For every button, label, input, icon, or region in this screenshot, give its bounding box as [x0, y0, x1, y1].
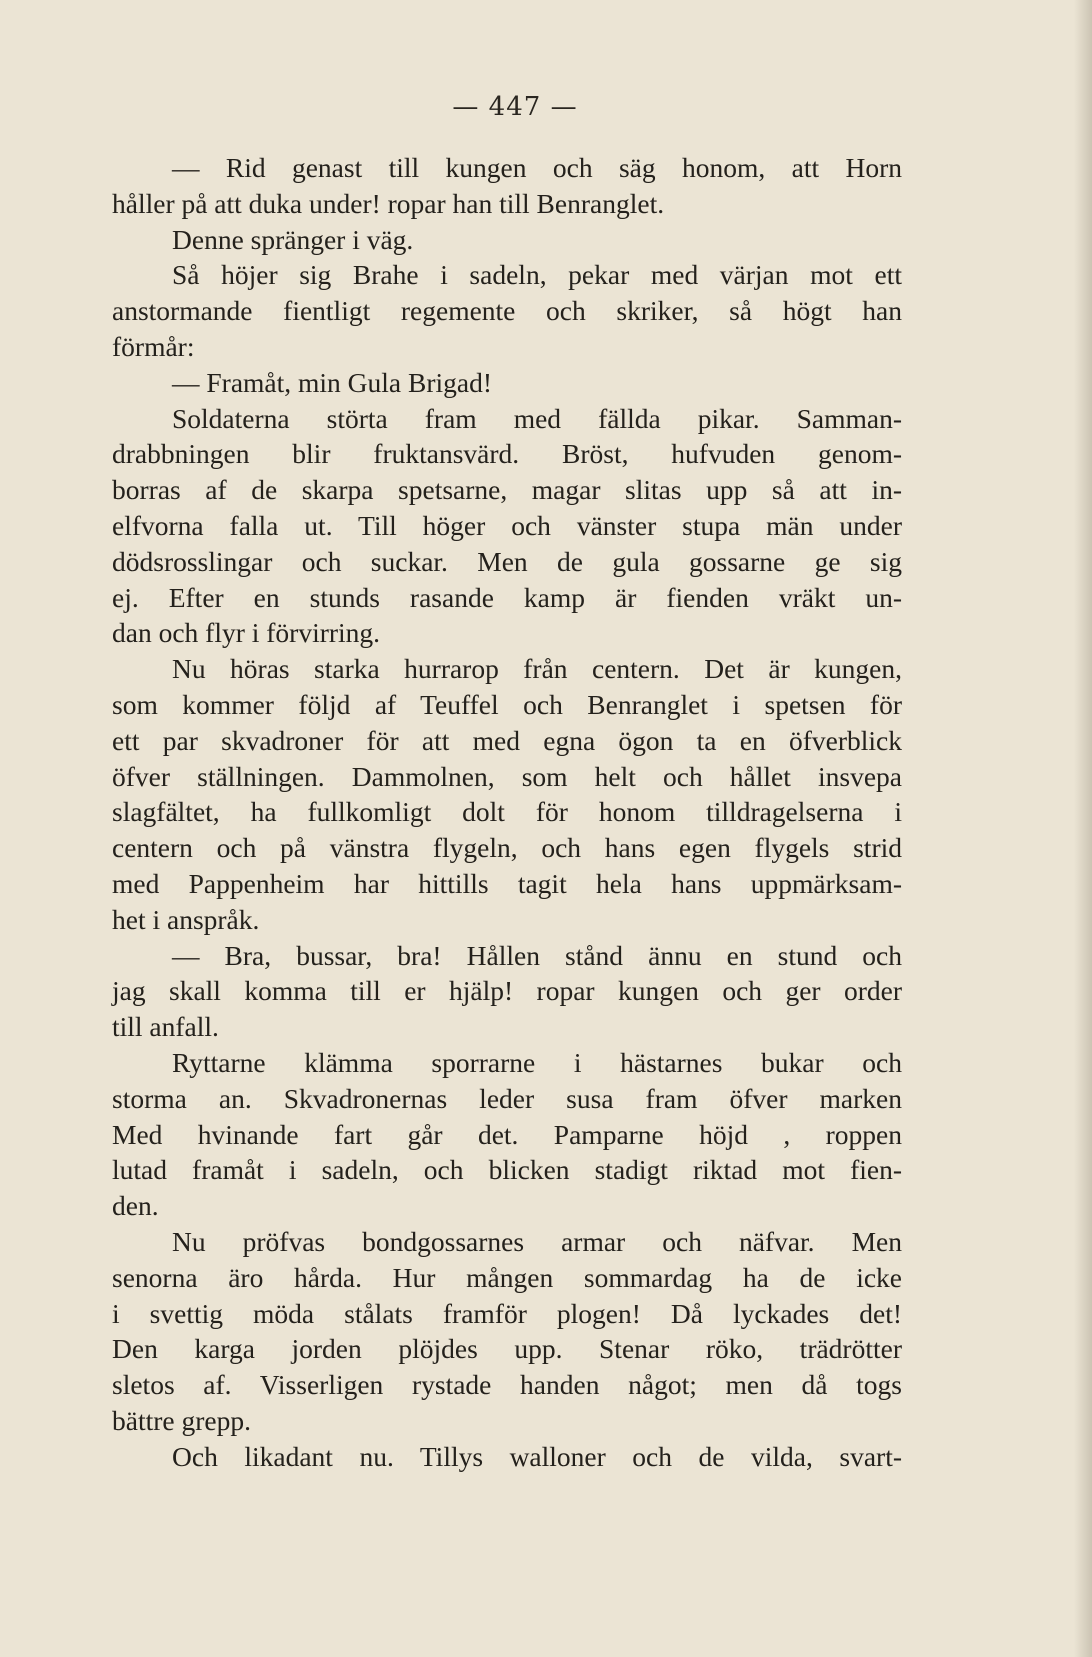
text-line: dödsrosslingar och suckar. Men de gula gossarne ge sig: [112, 545, 902, 577]
text-line: storma an. Skvadronernas leder susa fram öfver marken: [112, 1082, 902, 1114]
text-line: Med hvinande fart går det. Pamparne höjd , roppen: [112, 1118, 902, 1150]
body-text: [112, 150, 902, 1474]
text-line: — Rid genast till kungen och säg honom, att Horn: [172, 152, 902, 183]
text-line: elfvorna falla ut. Till höger och vänster stupa män under: [112, 509, 902, 541]
text-line: Nu pröfvas bondgossarnes armar och näfvar. Men: [172, 1225, 902, 1257]
text-line: öfver ställningen. Dammolnen, som helt och hållet insvepa: [112, 760, 902, 792]
text-line: den.: [112, 1190, 159, 1222]
text-line: — Framåt, min Gula Brigad!: [172, 366, 493, 398]
text-line: som kommer följd af Teuffel och Benranglet i spetsen för: [112, 688, 902, 720]
text-line: slagfältet, ha fullkomligt dolt för honom tilldragelserna i: [112, 796, 902, 828]
text-line: till anfall.: [112, 1011, 219, 1043]
text-line: Ryttarne klämma sporrarne i hästarnes bukar och: [172, 1046, 902, 1078]
text-line: Och likadant nu. Tillys walloner och de vilda, svart-: [172, 1440, 902, 1472]
text-line: Denne spränger i väg.: [172, 223, 414, 255]
text-line: — Bra, bussar, bra! Hållen stånd ännu en stund och: [172, 939, 902, 971]
text-line: med Pappenheim har hittills tagit hela hans uppmärksam-: [112, 867, 902, 899]
text-line: förmår:: [112, 330, 195, 362]
text-line: het i anspråk.: [112, 903, 260, 935]
text-line: Så höjer sig Brahe i sadeln, pekar med värjan mot ett: [172, 259, 902, 291]
text-line: jag skall komma till er hjälp! ropar kungen och ger order: [112, 975, 902, 1007]
text-line: bättre grepp.: [112, 1404, 251, 1436]
text-line: anstormande fientligt regemente och skriker, så högt han: [112, 295, 902, 327]
text-line: i svettig möda stålats framför plogen! Då lyckades det!: [112, 1297, 902, 1329]
page-edge-shadow: [1074, 0, 1092, 1657]
text-line: ej. Efter en stunds rasande kamp är fienden vräkt un-: [112, 581, 902, 613]
text-line: centern och på vänstra flygeln, och hans egen flygels strid: [112, 832, 902, 864]
text-line: Nu höras starka hurrarop från centern. Det är kungen,: [172, 653, 902, 685]
text-line: senorna äro hårda. Hur mången sommardag ha de icke: [112, 1261, 902, 1293]
text-line: drabbningen blir fruktansvärd. Bröst, hufvuden genom-: [112, 438, 902, 470]
text-line: borras af de skarpa spetsarne, magar slitas upp så att in-: [112, 474, 902, 506]
page-number: — 447 —: [452, 92, 578, 122]
text-line: håller på att duka under! ropar han till Benranglet.: [112, 187, 665, 219]
text-line: sletos af. Visserligen rystade handen något; men då togs: [112, 1369, 902, 1401]
text-line: Den karga jorden plöjdes upp. Stenar röko, trädrötter: [112, 1333, 902, 1365]
text-line: lutad framåt i sadeln, och blicken stadigt riktad mot fien-: [112, 1154, 902, 1186]
text-line: Soldaterna störta fram med fällda pikar. Samman-: [172, 402, 902, 434]
text-line: ett par skvadroner för att med egna ögon ta en öfverblick: [112, 724, 902, 756]
text-line: dan och flyr i förvirring.: [112, 617, 381, 649]
